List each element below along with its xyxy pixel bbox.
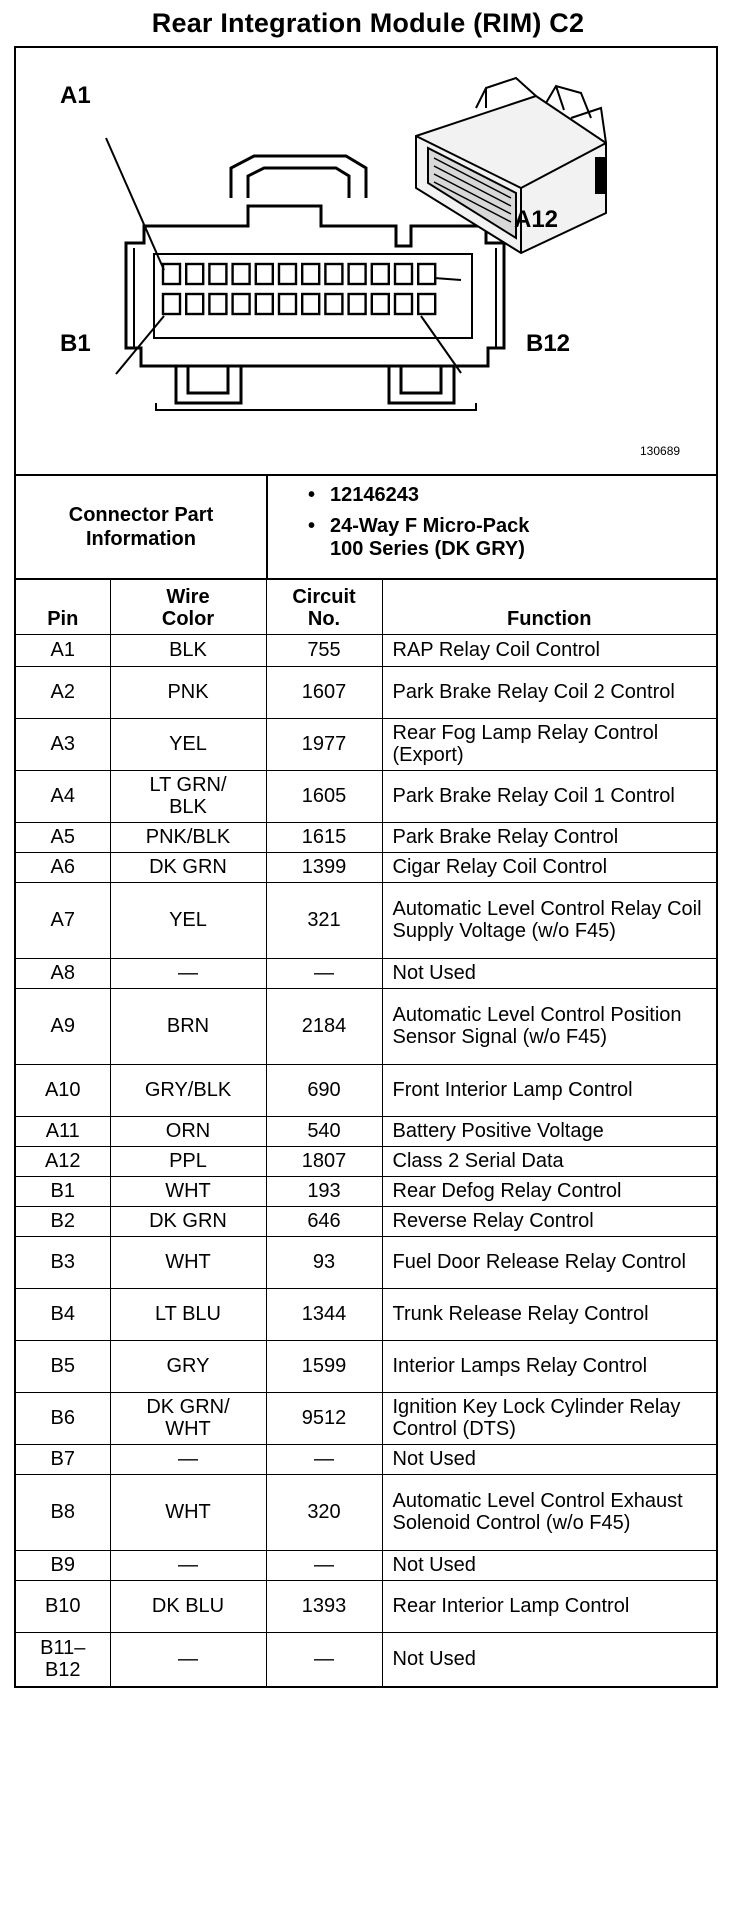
part-number-item: • 12146243: [308, 484, 419, 506]
circuit-cell: 1615: [266, 822, 382, 852]
circuit-cell: 321: [266, 882, 382, 958]
pin-cell: B6: [16, 1392, 110, 1444]
pin-cell: B11– B12: [16, 1632, 110, 1686]
header-pin: Pin: [16, 580, 110, 634]
pin-cavity: [349, 264, 366, 284]
wire-color-cell: —: [110, 958, 266, 988]
table-row: [16, 1146, 716, 1176]
pin-cell: B8: [16, 1474, 110, 1550]
pin-cell: B9: [16, 1550, 110, 1580]
circuit-cell: 1605: [266, 770, 382, 822]
wire-color-cell: DK GRN: [110, 1206, 266, 1236]
pin-cell: A4: [16, 770, 110, 822]
table-row: [16, 1206, 716, 1236]
pin-table: [16, 580, 716, 1686]
function-cell: Not Used: [382, 1632, 716, 1686]
circuit-cell: 690: [266, 1064, 382, 1116]
function-cell: Automatic Level Control Position Sensor Signal (w/o F45): [382, 988, 716, 1064]
circuit-cell: 1807: [266, 1146, 382, 1176]
circuit-cell: 193: [266, 1176, 382, 1206]
function-cell: Front Interior Lamp Control: [382, 1064, 716, 1116]
circuit-cell: 755: [266, 634, 382, 666]
pin-cavity: [302, 264, 319, 284]
pin-cavity: [418, 294, 435, 314]
housing-outline: [126, 206, 504, 366]
pin-cavities: [163, 264, 435, 314]
function-cell: RAP Relay Coil Control: [382, 634, 716, 666]
table-row: [16, 988, 716, 1064]
circuit-cell: 1977: [266, 718, 382, 770]
wire-color-cell: DK GRN/ WHT: [110, 1392, 266, 1444]
pin-cavity: [163, 264, 180, 284]
circuit-cell: —: [266, 1444, 382, 1474]
circuit-cell: 1399: [266, 852, 382, 882]
label-b12: B12: [526, 330, 571, 357]
table-row: [16, 1116, 716, 1146]
wire-color-cell: DK GRN: [110, 852, 266, 882]
pin-cavity: [395, 264, 412, 284]
circuit-cell: —: [266, 1550, 382, 1580]
pin-cavity: [279, 264, 296, 284]
table-row: [16, 770, 716, 822]
description-line1: 24-Way F Micro-Pack: [330, 515, 530, 537]
wire-color-cell: YEL: [110, 718, 266, 770]
table-row: [16, 1580, 716, 1632]
wire-color-cell: DK BLU: [110, 1580, 266, 1632]
wire-color-cell: WHT: [110, 1474, 266, 1550]
function-cell: Rear Fog Lamp Relay Control (Export): [382, 718, 716, 770]
connector-sheet: [14, 46, 718, 1688]
circuit-cell: 1344: [266, 1288, 382, 1340]
circuit-cell: 1393: [266, 1580, 382, 1632]
wire-color-cell: YEL: [110, 882, 266, 958]
function-cell: Reverse Relay Control: [382, 1206, 716, 1236]
wire-color-cell: BLK: [110, 634, 266, 666]
wire-color-cell: —: [110, 1550, 266, 1580]
pin-cavity: [372, 294, 389, 314]
wire-color-cell: —: [110, 1632, 266, 1686]
header-function: Function: [382, 580, 716, 634]
connector-info-label: Connector Part Information: [16, 476, 268, 578]
circuit-cell: 646: [266, 1206, 382, 1236]
a12-leader: [434, 278, 461, 280]
circuit-cell: 1599: [266, 1340, 382, 1392]
latch: [231, 156, 366, 198]
circuit-cell: 540: [266, 1116, 382, 1146]
connector-part-info: [16, 476, 716, 580]
drawing-number: 130689: [640, 444, 681, 458]
pin-cavity: [256, 264, 273, 284]
pin-cell: A6: [16, 852, 110, 882]
pin-cell: B5: [16, 1340, 110, 1392]
function-cell: Park Brake Relay Coil 1 Control: [382, 770, 716, 822]
function-cell: Automatic Level Control Exhaust Solenoid Control (w/o F45): [382, 1474, 716, 1550]
circuit-cell: —: [266, 1632, 382, 1686]
pin-cavity: [325, 294, 342, 314]
function-cell: Rear Defog Relay Control: [382, 1176, 716, 1206]
wire-color-cell: ORN: [110, 1116, 266, 1146]
table-row: [16, 1444, 716, 1474]
pin-cavity: [418, 264, 435, 284]
label-a12: A12: [514, 206, 559, 233]
circuit-cell: 1607: [266, 666, 382, 718]
table-row: [16, 958, 716, 988]
circuit-cell: 9512: [266, 1392, 382, 1444]
wire-color-cell: PPL: [110, 1146, 266, 1176]
table-row: [16, 852, 716, 882]
label-b1: B1: [60, 330, 91, 357]
pin-cell: B7: [16, 1444, 110, 1474]
connector-info-details: [268, 476, 716, 578]
function-cell: Ignition Key Lock Cylinder Relay Control (DTS): [382, 1392, 716, 1444]
pin-cell: A5: [16, 822, 110, 852]
connector-face-drawing: [16, 48, 716, 474]
table-row: [16, 1176, 716, 1206]
pin-cell: A3: [16, 718, 110, 770]
function-cell: Class 2 Serial Data: [382, 1146, 716, 1176]
pin-cell: A11: [16, 1116, 110, 1146]
pin-cavity: [395, 294, 412, 314]
function-cell: Battery Positive Voltage: [382, 1116, 716, 1146]
part-number: 12146243: [330, 484, 419, 506]
circuit-cell: 2184: [266, 988, 382, 1064]
function-cell: Park Brake Relay Control: [382, 822, 716, 852]
table-row: [16, 666, 716, 718]
wire-color-cell: PNK: [110, 666, 266, 718]
function-cell: Interior Lamps Relay Control: [382, 1340, 716, 1392]
table-row: [16, 1474, 716, 1550]
pin-cavity: [349, 294, 366, 314]
function-cell: Not Used: [382, 1444, 716, 1474]
pin-cell: A1: [16, 634, 110, 666]
pin-cavity: [325, 264, 342, 284]
pin-cavity: [233, 294, 250, 314]
page-title: Rear Integration Module (RIM) C2: [151, 8, 585, 38]
function-cell: Trunk Release Relay Control: [382, 1288, 716, 1340]
table-row: [16, 634, 716, 666]
pin-cell: B10: [16, 1580, 110, 1632]
pin-cell: A2: [16, 666, 110, 718]
function-cell: Rear Interior Lamp Control: [382, 1580, 716, 1632]
pin-cell: B3: [16, 1236, 110, 1288]
header-wire-color: Wire Color: [110, 580, 266, 634]
table-row: [16, 718, 716, 770]
pin-cell: B2: [16, 1206, 110, 1236]
pin-cavity: [186, 294, 203, 314]
pin-cell: A7: [16, 882, 110, 958]
table-row: [16, 1288, 716, 1340]
function-cell: Park Brake Relay Coil 2 Control: [382, 666, 716, 718]
pin-cavity: [209, 294, 226, 314]
function-cell: Not Used: [382, 1550, 716, 1580]
connector-diagram: [16, 48, 716, 476]
pin-cell: A12: [16, 1146, 110, 1176]
wire-color-cell: WHT: [110, 1236, 266, 1288]
pin-cavity: [209, 264, 226, 284]
table-row: [16, 1632, 716, 1686]
wire-color-cell: LT BLU: [110, 1288, 266, 1340]
pin-cell: A9: [16, 988, 110, 1064]
pin-cavity: [302, 294, 319, 314]
table-row: [16, 1236, 716, 1288]
b12-leader: [421, 316, 461, 373]
circuit-cell: 93: [266, 1236, 382, 1288]
pin-cavity: [279, 294, 296, 314]
header-circuit-no: Circuit No.: [266, 580, 382, 634]
circuit-cell: 320: [266, 1474, 382, 1550]
wire-color-cell: PNK/BLK: [110, 822, 266, 852]
table-row: [16, 882, 716, 958]
pin-cavity: [256, 294, 273, 314]
circuit-cell: —: [266, 958, 382, 988]
table-row: [16, 822, 716, 852]
pin-cavity: [233, 264, 250, 284]
pin-cell: A8: [16, 958, 110, 988]
function-cell: Fuel Door Release Relay Control: [382, 1236, 716, 1288]
table-row: [16, 1064, 716, 1116]
description-line2: 100 Series (DK GRY): [330, 538, 525, 560]
function-cell: Cigar Relay Coil Control: [382, 852, 716, 882]
pin-cell: A10: [16, 1064, 110, 1116]
function-cell: Automatic Level Control Relay Coil Supply Voltage (w/o F45): [382, 882, 716, 958]
function-cell: Not Used: [382, 958, 716, 988]
wire-color-cell: BRN: [110, 988, 266, 1064]
table-row: [16, 1392, 716, 1444]
wire-color-cell: GRY/BLK: [110, 1064, 266, 1116]
wire-color-cell: GRY: [110, 1340, 266, 1392]
label-a1: A1: [60, 82, 91, 109]
wire-color-cell: WHT: [110, 1176, 266, 1206]
pin-cavity: [163, 294, 180, 314]
pin-cell: B1: [16, 1176, 110, 1206]
pin-cell: B4: [16, 1288, 110, 1340]
table-row: [16, 1340, 716, 1392]
pin-cavity: [186, 264, 203, 284]
pin-cavity: [372, 264, 389, 284]
wire-color-cell: —: [110, 1444, 266, 1474]
description-item: • 24-Way F Micro-Pack 100 Series (DK GRY): [308, 515, 530, 560]
table-row: [16, 1550, 716, 1580]
wire-color-cell: LT GRN/ BLK: [110, 770, 266, 822]
